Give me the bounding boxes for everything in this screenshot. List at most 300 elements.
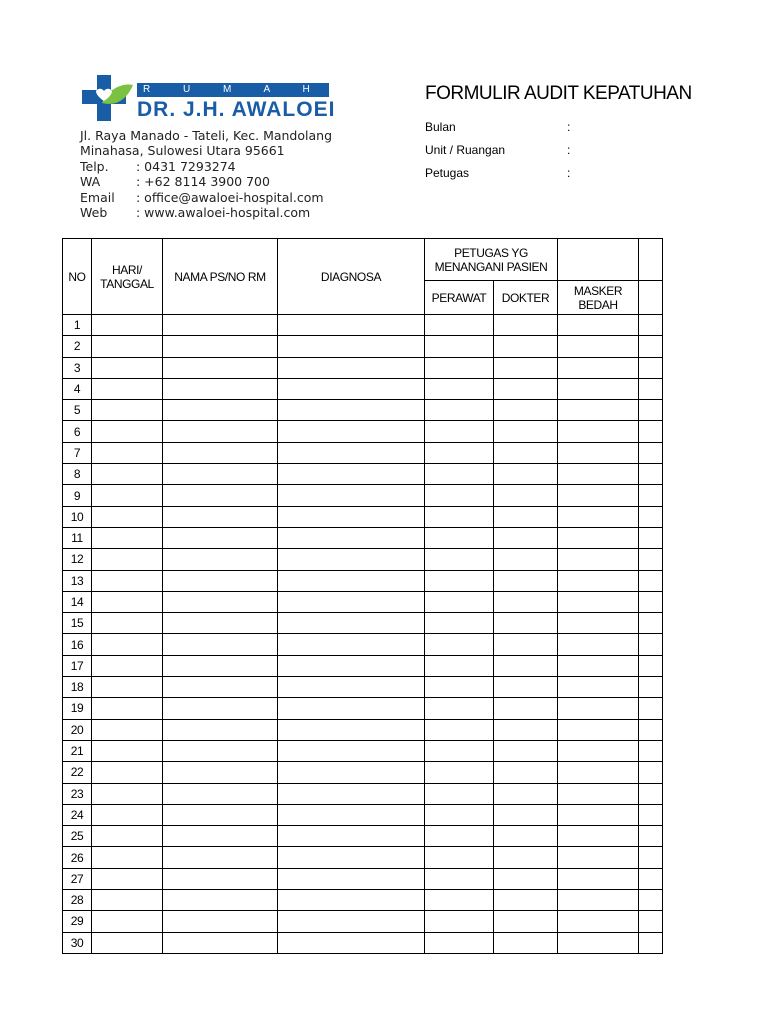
- entry-cell[interactable]: [494, 421, 558, 442]
- contact-telp: [80, 159, 332, 174]
- field-colon: :: [567, 166, 571, 180]
- entry-cell[interactable]: [92, 506, 163, 527]
- entry-cell[interactable]: [425, 719, 494, 740]
- entry-cell[interactable]: [278, 762, 425, 783]
- entry-cell[interactable]: [639, 911, 663, 932]
- entry-cell[interactable]: [425, 400, 494, 421]
- row-number: 24: [63, 804, 92, 825]
- entry-cell[interactable]: [639, 826, 663, 847]
- table-row: [63, 762, 663, 783]
- entry-cell[interactable]: [494, 591, 558, 612]
- table-row: [63, 400, 663, 421]
- entry-cell[interactable]: [92, 911, 163, 932]
- table-row: [63, 868, 663, 889]
- entry-cell[interactable]: [494, 506, 558, 527]
- entry-cell[interactable]: [92, 868, 163, 889]
- entry-cell[interactable]: [278, 315, 425, 336]
- row-number: 9: [63, 485, 92, 506]
- entry-cell[interactable]: [163, 677, 278, 698]
- entry-cell[interactable]: [425, 527, 494, 548]
- row-number: 26: [63, 847, 92, 868]
- entry-cell[interactable]: [163, 719, 278, 740]
- table-row: [63, 315, 663, 336]
- contact-value: : 0431 7293274: [136, 158, 236, 174]
- entry-cell[interactable]: [494, 570, 558, 591]
- entry-cell[interactable]: [639, 378, 663, 399]
- entry-cell[interactable]: [425, 868, 494, 889]
- entry-cell[interactable]: [639, 677, 663, 698]
- entry-cell[interactable]: [639, 847, 663, 868]
- table-row: [63, 613, 663, 634]
- entry-cell[interactable]: [425, 740, 494, 761]
- table-row: [63, 698, 663, 719]
- header-no: NO: [63, 239, 92, 315]
- header-diagnosis: DIAGNOSA: [278, 239, 425, 315]
- entry-cell[interactable]: [92, 421, 163, 442]
- address-line-1: Jl. Raya Manado - Tateli, Kec. Mandolang: [80, 128, 333, 143]
- entry-cell[interactable]: [278, 868, 425, 889]
- entry-cell[interactable]: [278, 677, 425, 698]
- row-number: 8: [63, 464, 92, 485]
- entry-cell[interactable]: [92, 570, 163, 591]
- entry-cell[interactable]: [92, 655, 163, 676]
- row-number: 29: [63, 911, 92, 932]
- entry-cell[interactable]: [163, 464, 278, 485]
- address-line-2: Minahasa, Sulowesi Utara 95661: [80, 143, 285, 159]
- entry-cell[interactable]: [425, 826, 494, 847]
- entry-cell[interactable]: [163, 400, 278, 421]
- entry-cell[interactable]: [639, 464, 663, 485]
- entry-cell[interactable]: [163, 336, 278, 357]
- entry-cell[interactable]: [558, 740, 639, 761]
- audit-table: [62, 238, 663, 954]
- entry-cell[interactable]: [639, 783, 663, 804]
- header-nurse: PERAWAT: [425, 281, 494, 315]
- entry-cell[interactable]: [92, 357, 163, 378]
- table-row: [63, 591, 663, 612]
- entry-cell[interactable]: [558, 421, 639, 442]
- entry-cell[interactable]: [494, 400, 558, 421]
- entry-cell[interactable]: [278, 464, 425, 485]
- entry-cell[interactable]: [163, 655, 278, 676]
- entry-cell[interactable]: [278, 527, 425, 548]
- row-number: 21: [63, 740, 92, 761]
- entry-cell[interactable]: [425, 378, 494, 399]
- entry-cell[interactable]: [558, 570, 639, 591]
- entry-cell[interactable]: [163, 570, 278, 591]
- contact-label: Web: [80, 205, 108, 221]
- entry-cell[interactable]: [494, 868, 558, 889]
- entry-cell[interactable]: [639, 549, 663, 570]
- entry-cell[interactable]: [92, 464, 163, 485]
- entry-cell[interactable]: [278, 400, 425, 421]
- hospital-name: DR. J.H. AWALOEI: [137, 98, 336, 121]
- entry-cell[interactable]: [558, 506, 639, 527]
- row-number: 10: [63, 506, 92, 527]
- entry-cell[interactable]: [639, 357, 663, 378]
- table-row: [63, 442, 663, 463]
- entry-cell[interactable]: [425, 655, 494, 676]
- entry-cell[interactable]: [278, 847, 425, 868]
- table-row: [63, 421, 663, 442]
- entry-cell[interactable]: [425, 804, 494, 825]
- entry-cell[interactable]: [639, 868, 663, 889]
- field-label: Bulan: [425, 120, 456, 134]
- entry-cell[interactable]: [163, 762, 278, 783]
- header-mask-line1: MASKER: [573, 283, 623, 298]
- row-number: 17: [63, 655, 92, 676]
- entry-cell[interactable]: [639, 890, 663, 911]
- entry-cell[interactable]: [494, 485, 558, 506]
- entry-cell[interactable]: [163, 847, 278, 868]
- entry-cell[interactable]: [163, 890, 278, 911]
- entry-cell[interactable]: [278, 783, 425, 804]
- entry-cell[interactable]: [558, 677, 639, 698]
- entry-cell[interactable]: [425, 890, 494, 911]
- entry-cell[interactable]: [494, 677, 558, 698]
- entry-cell[interactable]: [639, 591, 663, 612]
- entry-cell[interactable]: [494, 847, 558, 868]
- entry-cell[interactable]: [278, 932, 425, 953]
- contact-web: [80, 205, 332, 220]
- table-row: [63, 804, 663, 825]
- entry-cell[interactable]: [494, 698, 558, 719]
- entry-cell[interactable]: [163, 506, 278, 527]
- entry-cell[interactable]: [92, 400, 163, 421]
- entry-cell[interactable]: [494, 804, 558, 825]
- header-date: [92, 239, 163, 315]
- entry-cell[interactable]: [558, 847, 639, 868]
- entry-cell[interactable]: [558, 655, 639, 676]
- entry-cell[interactable]: [92, 740, 163, 761]
- entry-cell[interactable]: [278, 485, 425, 506]
- table-row: [63, 357, 663, 378]
- table-row: [63, 634, 663, 655]
- entry-cell[interactable]: [558, 527, 639, 548]
- entry-cell[interactable]: [425, 911, 494, 932]
- entry-cell[interactable]: [425, 485, 494, 506]
- table-row: [63, 847, 663, 868]
- entry-cell[interactable]: [425, 591, 494, 612]
- entry-cell[interactable]: [639, 421, 663, 442]
- audit-table-container: [62, 238, 638, 954]
- header-blank: [639, 281, 663, 315]
- header-blank: [558, 239, 639, 281]
- row-number: 15: [63, 613, 92, 634]
- entry-cell[interactable]: [425, 634, 494, 655]
- entry-cell[interactable]: [558, 804, 639, 825]
- entry-cell[interactable]: [558, 719, 639, 740]
- entry-cell[interactable]: [558, 613, 639, 634]
- entry-cell[interactable]: [92, 442, 163, 463]
- header-mask: [558, 281, 639, 315]
- row-number: 1: [63, 315, 92, 336]
- contact-label: Telp.: [80, 158, 109, 174]
- entry-cell[interactable]: [163, 591, 278, 612]
- entry-cell[interactable]: [494, 719, 558, 740]
- row-number: 7: [63, 442, 92, 463]
- entry-cell[interactable]: [163, 698, 278, 719]
- entry-cell[interactable]: [92, 527, 163, 548]
- table-row: [63, 527, 663, 548]
- entry-cell[interactable]: [92, 719, 163, 740]
- entry-cell[interactable]: [494, 464, 558, 485]
- entry-cell[interactable]: [494, 740, 558, 761]
- entry-cell[interactable]: [639, 527, 663, 548]
- entry-cell[interactable]: [92, 634, 163, 655]
- entry-cell[interactable]: [278, 378, 425, 399]
- header-mask-line2: BEDAH: [578, 297, 618, 312]
- entry-cell[interactable]: [639, 336, 663, 357]
- entry-cell[interactable]: [425, 442, 494, 463]
- entry-cell[interactable]: [425, 847, 494, 868]
- entry-cell[interactable]: [163, 549, 278, 570]
- entry-cell[interactable]: [425, 421, 494, 442]
- entry-cell[interactable]: [163, 783, 278, 804]
- entry-cell[interactable]: [92, 336, 163, 357]
- entry-cell[interactable]: [558, 464, 639, 485]
- entry-cell[interactable]: [494, 442, 558, 463]
- entry-cell[interactable]: [92, 826, 163, 847]
- table-row: [63, 506, 663, 527]
- entry-cell[interactable]: [639, 698, 663, 719]
- entry-cell[interactable]: [425, 677, 494, 698]
- entry-cell[interactable]: [558, 591, 639, 612]
- entry-cell[interactable]: [92, 315, 163, 336]
- entry-cell[interactable]: [558, 442, 639, 463]
- entry-cell[interactable]: [278, 357, 425, 378]
- entry-cell[interactable]: [278, 655, 425, 676]
- row-number: 19: [63, 698, 92, 719]
- entry-cell[interactable]: [494, 890, 558, 911]
- entry-cell[interactable]: [639, 506, 663, 527]
- contact-label: Email: [80, 189, 115, 205]
- entry-cell[interactable]: [639, 804, 663, 825]
- entry-cell[interactable]: [425, 464, 494, 485]
- entry-cell[interactable]: [278, 591, 425, 612]
- entry-cell[interactable]: [278, 336, 425, 357]
- row-number: 6: [63, 421, 92, 442]
- entry-cell[interactable]: [558, 400, 639, 421]
- entry-cell[interactable]: [163, 357, 278, 378]
- table-row: [63, 464, 663, 485]
- header-date-line2: TANGGAL: [100, 276, 154, 291]
- entry-cell[interactable]: [425, 783, 494, 804]
- entry-cell[interactable]: [558, 336, 639, 357]
- entry-cell[interactable]: [558, 315, 639, 336]
- entry-cell[interactable]: [163, 378, 278, 399]
- entry-cell[interactable]: [494, 549, 558, 570]
- entry-cell[interactable]: [92, 783, 163, 804]
- entry-cell[interactable]: [425, 315, 494, 336]
- header-staff-line1: PETUGAS YG: [454, 245, 528, 260]
- entry-cell[interactable]: [425, 336, 494, 357]
- entry-cell[interactable]: [425, 549, 494, 570]
- entry-cell[interactable]: [639, 932, 663, 953]
- entry-cell[interactable]: [639, 719, 663, 740]
- entry-cell[interactable]: [163, 804, 278, 825]
- row-number: 13: [63, 570, 92, 591]
- entry-cell[interactable]: [494, 613, 558, 634]
- entry-cell[interactable]: [494, 762, 558, 783]
- entry-cell[interactable]: [425, 932, 494, 953]
- entry-cell[interactable]: [278, 442, 425, 463]
- entry-cell[interactable]: [639, 740, 663, 761]
- table-row: [63, 549, 663, 570]
- entry-cell[interactable]: [639, 655, 663, 676]
- field-colon: :: [567, 143, 571, 157]
- entry-cell[interactable]: [92, 890, 163, 911]
- row-number: 28: [63, 890, 92, 911]
- entry-cell[interactable]: [278, 698, 425, 719]
- row-number: 16: [63, 634, 92, 655]
- entry-cell[interactable]: [558, 762, 639, 783]
- entry-cell[interactable]: [278, 634, 425, 655]
- entry-cell[interactable]: [278, 804, 425, 825]
- entry-cell[interactable]: [92, 613, 163, 634]
- entry-cell[interactable]: [92, 762, 163, 783]
- entry-cell[interactable]: [639, 442, 663, 463]
- entry-cell[interactable]: [558, 634, 639, 655]
- entry-cell[interactable]: [494, 378, 558, 399]
- header-blank: [639, 239, 663, 281]
- entry-cell[interactable]: [92, 804, 163, 825]
- entry-cell[interactable]: [494, 932, 558, 953]
- entry-cell[interactable]: [639, 613, 663, 634]
- field-colon: :: [567, 120, 571, 134]
- table-row: [63, 890, 663, 911]
- entry-cell[interactable]: [92, 847, 163, 868]
- entry-cell[interactable]: [163, 421, 278, 442]
- header-date-line1: HARI/: [111, 262, 142, 277]
- entry-cell[interactable]: [558, 378, 639, 399]
- contact-value: : www.awaloei-hospital.com: [136, 205, 311, 221]
- entry-cell[interactable]: [92, 932, 163, 953]
- table-row: [63, 570, 663, 591]
- row-number: 23: [63, 783, 92, 804]
- table-row: [63, 911, 663, 932]
- entry-cell[interactable]: [494, 634, 558, 655]
- field-bulan[interactable]: [425, 120, 571, 143]
- entry-cell[interactable]: [163, 613, 278, 634]
- table-row: [63, 485, 663, 506]
- contact-wa: [80, 174, 332, 189]
- entry-cell[interactable]: [494, 826, 558, 847]
- entry-cell[interactable]: [558, 549, 639, 570]
- table-row: [63, 932, 663, 953]
- entry-cell[interactable]: [494, 911, 558, 932]
- entry-cell[interactable]: [494, 527, 558, 548]
- entry-cell[interactable]: [558, 868, 639, 889]
- entry-cell[interactable]: [163, 932, 278, 953]
- entry-cell[interactable]: [425, 357, 494, 378]
- entry-cell[interactable]: [163, 911, 278, 932]
- header-patient: NAMA PS/NO RM: [163, 239, 278, 315]
- entry-cell[interactable]: [92, 677, 163, 698]
- entry-cell[interactable]: [494, 357, 558, 378]
- contact-value: : office@awaloei-hospital.com: [136, 189, 324, 205]
- entry-cell[interactable]: [278, 890, 425, 911]
- field-petugas[interactable]: [425, 166, 571, 189]
- entry-cell[interactable]: [639, 634, 663, 655]
- table-header-row-1: [63, 239, 663, 281]
- entry-cell[interactable]: [558, 890, 639, 911]
- row-number: 14: [63, 591, 92, 612]
- form-meta-fields: [425, 120, 571, 189]
- entry-cell[interactable]: [278, 549, 425, 570]
- entry-cell[interactable]: [425, 613, 494, 634]
- entry-cell[interactable]: [639, 570, 663, 591]
- entry-cell[interactable]: [639, 315, 663, 336]
- entry-cell[interactable]: [639, 762, 663, 783]
- entry-cell[interactable]: [92, 591, 163, 612]
- entry-cell[interactable]: [278, 719, 425, 740]
- contact-email: [80, 190, 332, 205]
- entry-cell[interactable]: [494, 315, 558, 336]
- entry-cell[interactable]: [92, 378, 163, 399]
- entry-cell[interactable]: [92, 485, 163, 506]
- row-number: 12: [63, 549, 92, 570]
- hospital-logo: [80, 73, 134, 123]
- entry-cell[interactable]: [278, 740, 425, 761]
- entry-cell[interactable]: [558, 932, 639, 953]
- entry-cell[interactable]: [278, 911, 425, 932]
- table-row: [63, 826, 663, 847]
- entry-cell[interactable]: [558, 826, 639, 847]
- form-title: FORMULIR AUDIT KEPATUHAN: [425, 83, 692, 104]
- field-unit-ruangan[interactable]: [425, 143, 571, 166]
- entry-cell[interactable]: [425, 762, 494, 783]
- entry-cell[interactable]: [558, 357, 639, 378]
- entry-cell[interactable]: [558, 911, 639, 932]
- entry-cell[interactable]: [92, 549, 163, 570]
- header-staff-line2: MENANGANI PASIEN: [434, 259, 548, 274]
- entry-cell[interactable]: [558, 485, 639, 506]
- entry-cell[interactable]: [163, 740, 278, 761]
- hospital-type-banner: R U M A H S A K I T: [137, 83, 329, 97]
- entry-cell[interactable]: [163, 315, 278, 336]
- entry-cell[interactable]: [163, 485, 278, 506]
- entry-cell[interactable]: [278, 826, 425, 847]
- entry-cell[interactable]: [425, 506, 494, 527]
- entry-cell[interactable]: [278, 506, 425, 527]
- row-number: 3: [63, 357, 92, 378]
- entry-cell[interactable]: [163, 634, 278, 655]
- entry-cell[interactable]: [163, 527, 278, 548]
- entry-cell[interactable]: [494, 655, 558, 676]
- entry-cell[interactable]: [494, 783, 558, 804]
- entry-cell[interactable]: [278, 421, 425, 442]
- entry-cell[interactable]: [278, 613, 425, 634]
- contact-value: : +62 8114 3900 700: [136, 174, 270, 190]
- entry-cell[interactable]: [278, 570, 425, 591]
- contact-label: WA: [80, 174, 101, 190]
- row-number: 22: [63, 762, 92, 783]
- entry-cell[interactable]: [425, 570, 494, 591]
- entry-cell[interactable]: [639, 400, 663, 421]
- row-number: 2: [63, 336, 92, 357]
- entry-cell[interactable]: [425, 698, 494, 719]
- entry-cell[interactable]: [558, 698, 639, 719]
- entry-cell[interactable]: [494, 336, 558, 357]
- entry-cell[interactable]: [163, 442, 278, 463]
- entry-cell[interactable]: [92, 698, 163, 719]
- entry-cell[interactable]: [639, 485, 663, 506]
- row-number: 18: [63, 677, 92, 698]
- entry-cell[interactable]: [163, 826, 278, 847]
- entry-cell[interactable]: [558, 783, 639, 804]
- entry-cell[interactable]: [163, 868, 278, 889]
